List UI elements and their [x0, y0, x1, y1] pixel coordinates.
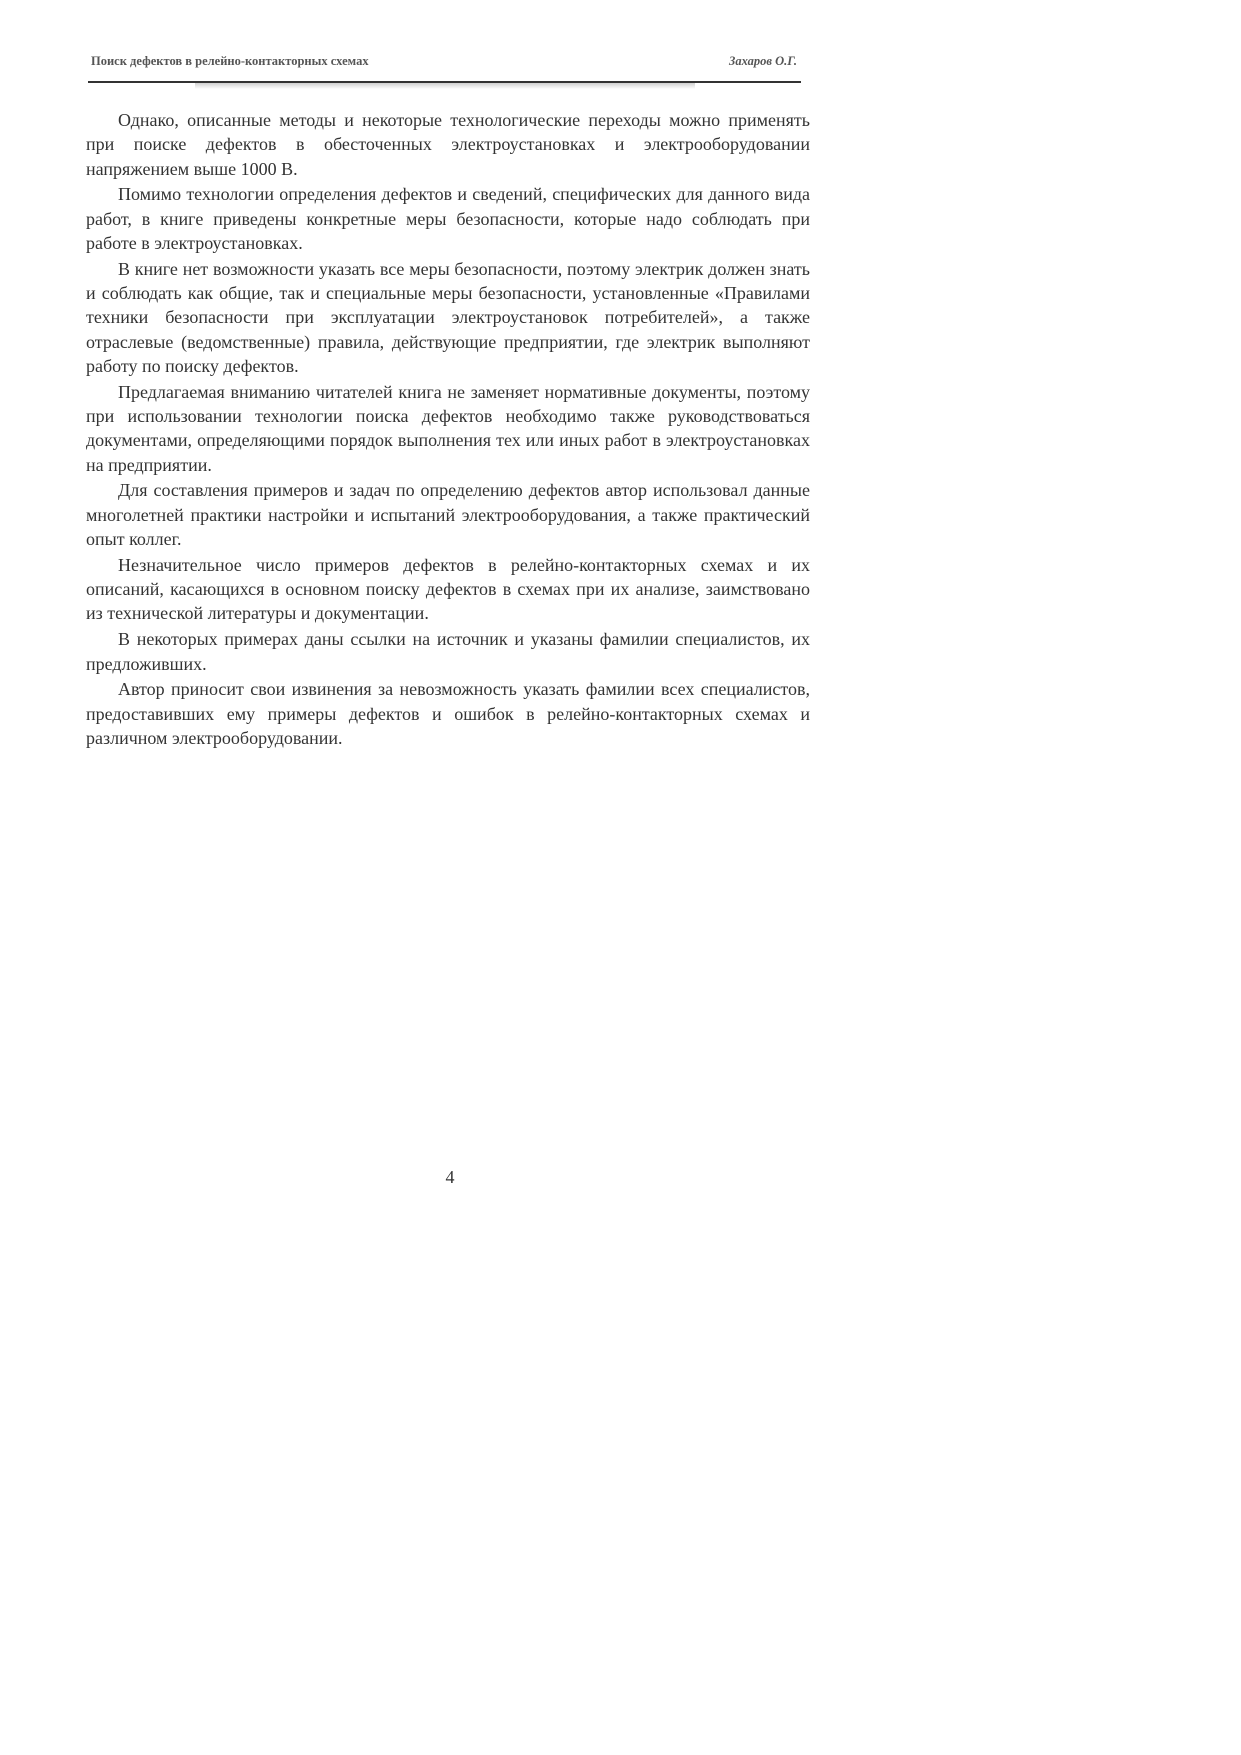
body-text	[86, 108, 810, 752]
paragraph: Предлагаемая вниманию читателей книга не заменяет нормативные документы, поэтому при использовании технологии поиска дефектов необходимо также руководствоваться документами, определяющими порядок выполнения тех или иных работ в электроустановках на предприятии.	[86, 381, 810, 475]
paragraph: Помимо технологии определения дефектов и сведений, специфических для данного вида работ, в книге приведены конкретные меры безопасности, которые надо соблюдать при работе в электроустановках.	[86, 184, 810, 253]
paragraph: Незначительное число примеров дефектов в релейно-контакторных схемах и их описаний, касающихся в основном поиску дефектов в схемах при их анализе, заимствовано из технической литературы и документации.	[86, 554, 810, 624]
paragraph: В книге нет возможности указать все меры безопасности, поэтому электрик должен знать и соблюдать как общие, так и специальные меры безопасности, установленные «Правилами техники безопасности при эксплуатации электроустановок потребителей», а также отраслевые (ведомственные) правила, действующие предприятии, где электрик выполняют работу по поиску дефектов.	[86, 258, 810, 376]
paragraph: В некоторых примерах даны ссылки на источник и указаны фамилии специалистов, их предложивших.	[86, 629, 810, 674]
running-header-author: Захаров О.Г.	[728, 54, 797, 68]
page-number: 4	[445, 1167, 455, 1187]
paragraph: Для составления примеров и задач по определению дефектов автор использовал данные многолетней практики настройки и испытаний электрооборудования, а также практический опыт коллег.	[86, 480, 810, 550]
running-header	[91, 54, 801, 74]
running-header-title: Поиск дефектов в релейно-контакторных схемах	[91, 54, 369, 68]
header-rule-shadow	[195, 83, 695, 89]
paragraph: Автор приносит свои извинения за невозможность указать фамилии всех специалистов, предоставивших ему примеры дефектов и ошибок в релейно-контакторных схемах и различном электрооборудовании.	[86, 679, 810, 748]
paragraph: Однако, описанные методы и некоторые технологические переходы можно применять при поиске дефектов в обесточенных электроустановках и электрооборудовании напряжением выше 1000 В.	[86, 110, 810, 179]
